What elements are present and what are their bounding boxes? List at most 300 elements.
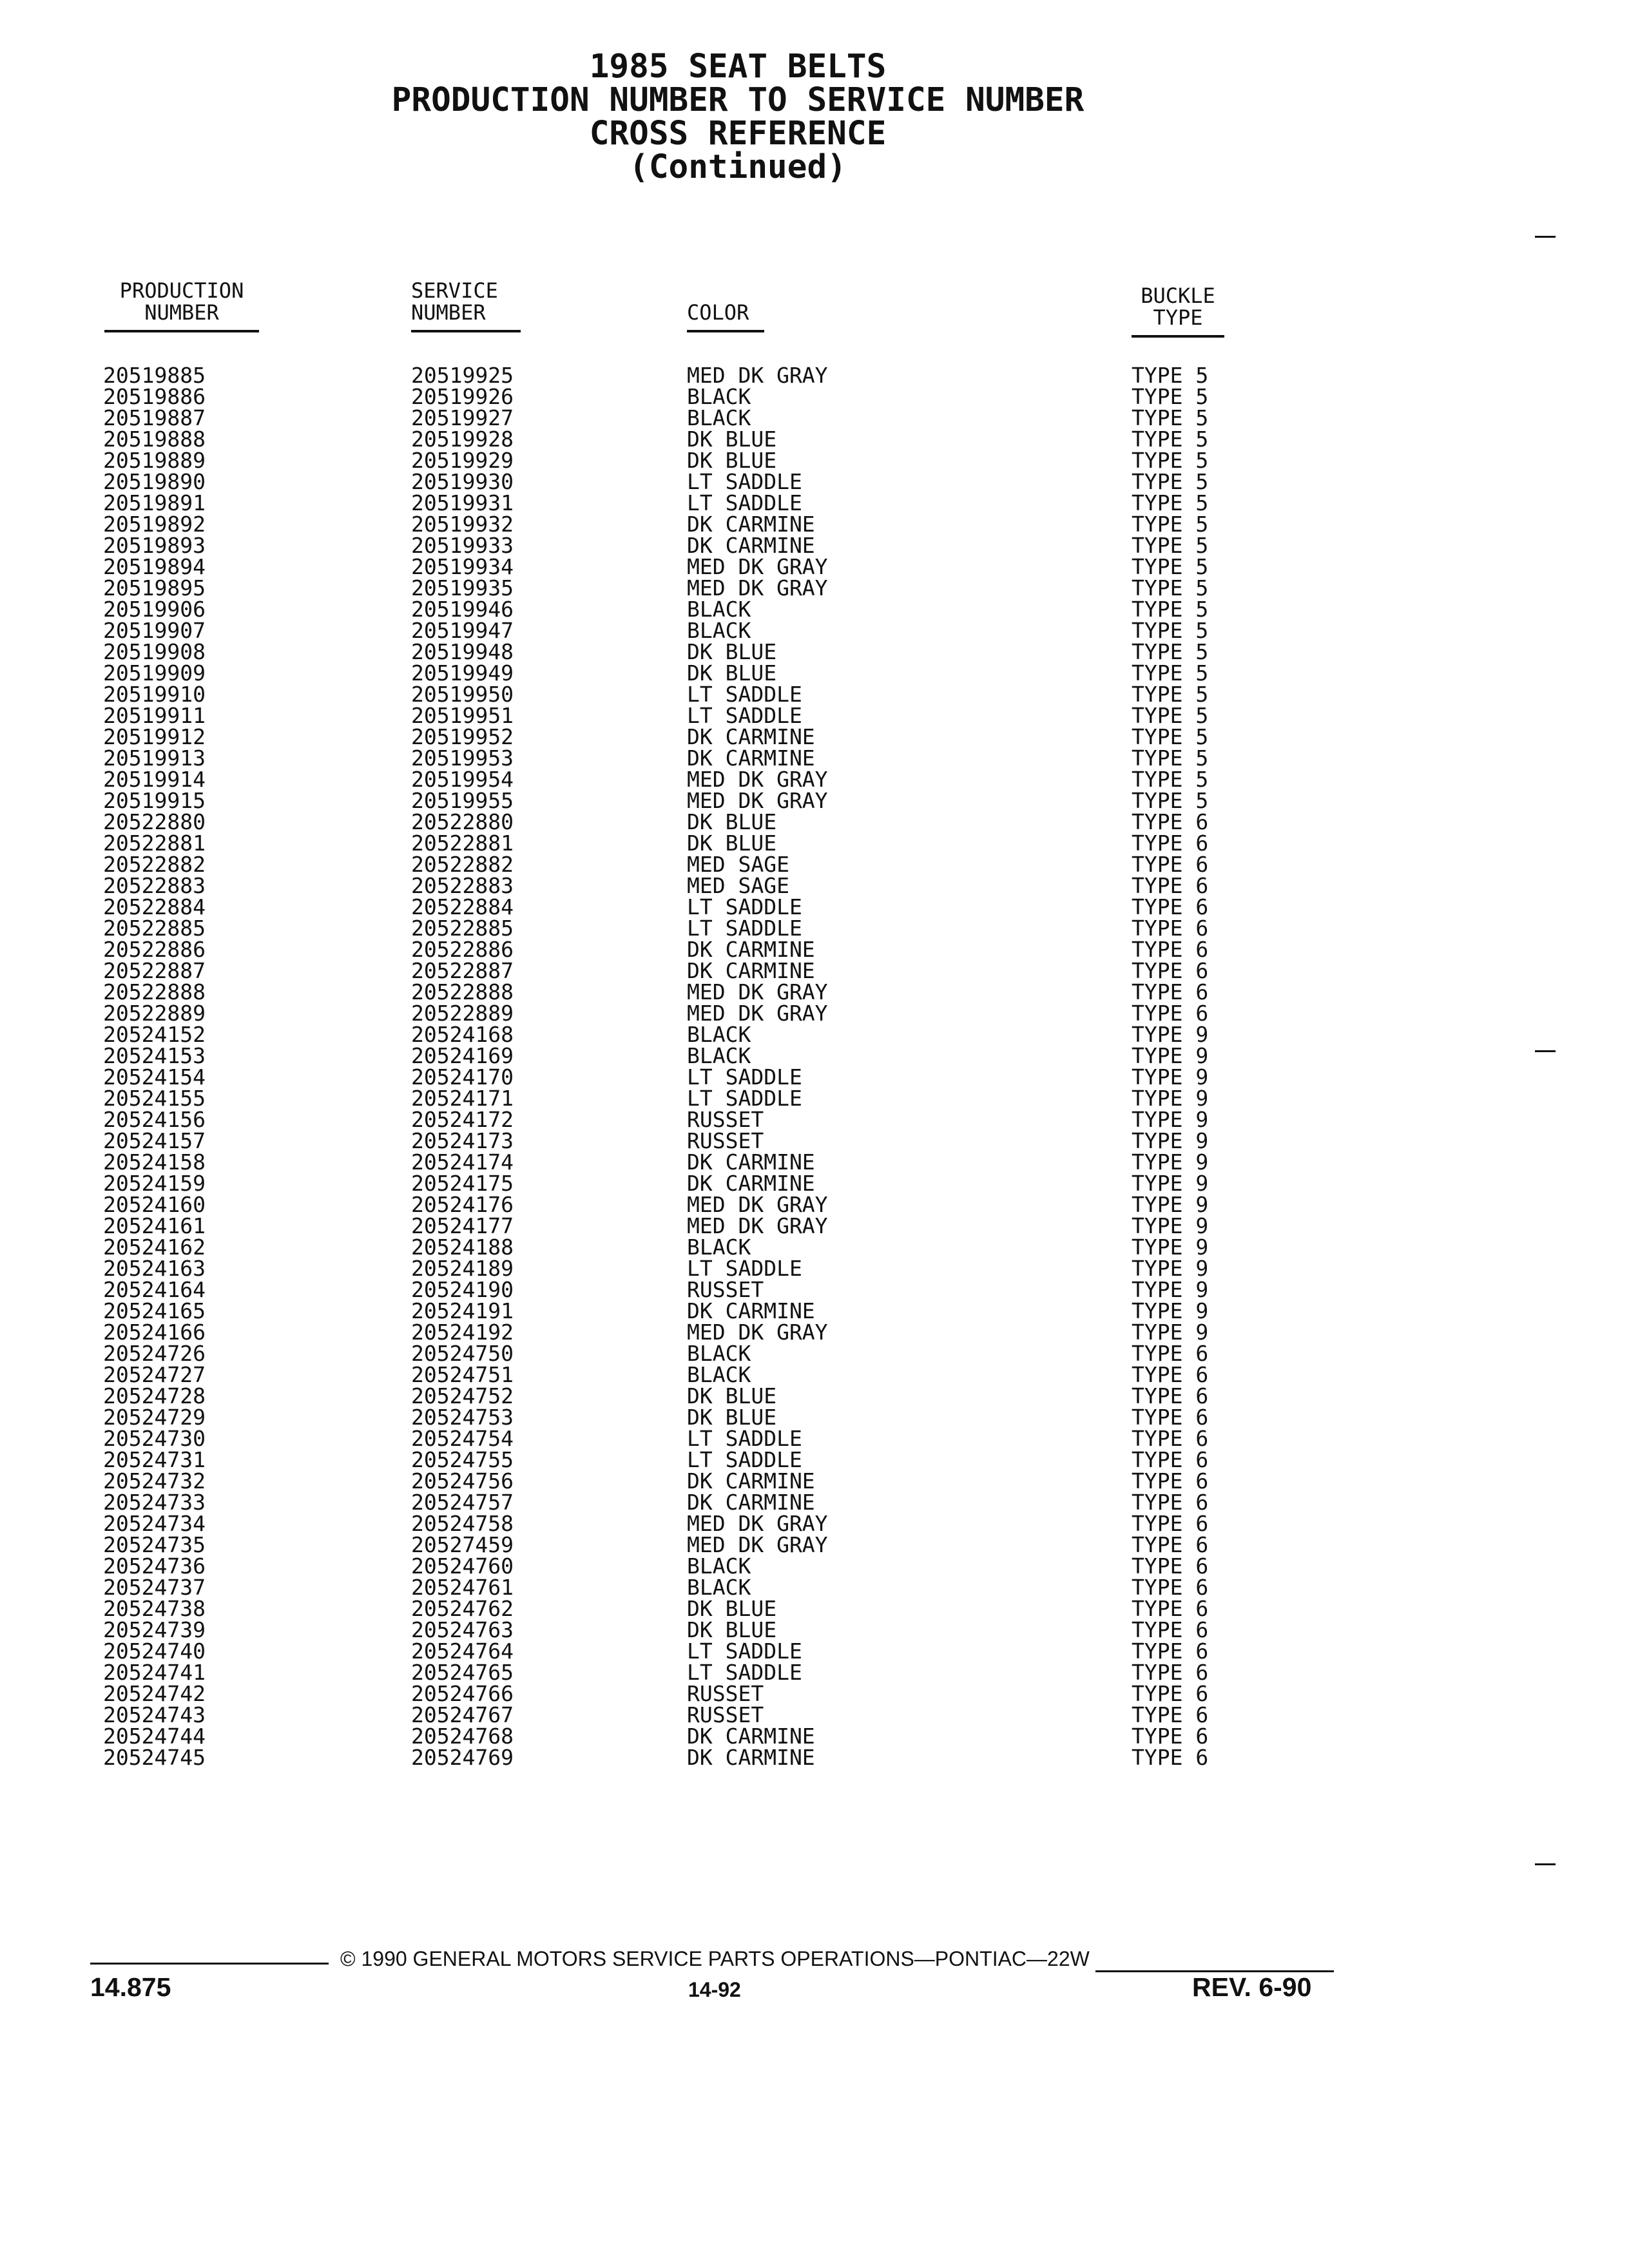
buckle-type-cell: TYPE 5 (1132, 448, 1209, 473)
buckle-type-cell: TYPE 9 (1132, 1320, 1209, 1345)
service-number-cell: 20522886 (411, 937, 514, 962)
buckle-type-cell: TYPE 6 (1132, 1596, 1209, 1621)
buckle-type-cell: TYPE 6 (1132, 894, 1209, 919)
color-cell: DK CARMINE (687, 1724, 815, 1749)
buckle-type-cell: TYPE 5 (1132, 533, 1209, 558)
service-number-cell: 20519949 (411, 660, 514, 686)
service-number-cell: 20524190 (411, 1277, 514, 1302)
color-cell: DK CARMINE (687, 745, 815, 771)
color-cell: LT SADDLE (687, 1064, 802, 1090)
service-number-cell: 20519929 (411, 448, 514, 473)
production-number-cell: 20519892 (103, 512, 206, 537)
table-row (97, 939, 1231, 960)
header-buckle-line1: BUCKLE (1141, 284, 1215, 308)
buckle-type-cell: TYPE 5 (1132, 745, 1209, 771)
production-number-cell: 20524162 (103, 1235, 206, 1260)
table-row (97, 662, 1231, 684)
service-number-cell: 20519927 (411, 405, 514, 430)
buckle-type-cell: TYPE 5 (1132, 660, 1209, 686)
production-number-cell: 20519888 (103, 427, 206, 452)
color-cell: LT SADDLE (687, 682, 802, 707)
table-row (97, 981, 1231, 1003)
color-cell: DK BLUE (687, 1405, 777, 1430)
service-number-cell: 20524169 (411, 1043, 514, 1068)
header-color-label: COLOR (687, 300, 749, 325)
color-cell: DK CARMINE (687, 937, 815, 962)
table-row (97, 1066, 1231, 1088)
buckle-type-cell: TYPE 9 (1132, 1086, 1209, 1111)
table-row (97, 747, 1231, 769)
service-number-cell: 20522880 (411, 809, 514, 834)
buckle-type-cell: TYPE 5 (1132, 575, 1209, 601)
production-number-cell: 20524731 (103, 1447, 206, 1472)
buckle-type-cell: TYPE 6 (1132, 958, 1209, 983)
production-number-cell: 20524729 (103, 1405, 206, 1430)
buckle-type-cell: TYPE 6 (1132, 1447, 1209, 1472)
table-row (97, 1300, 1231, 1321)
buckle-type-cell: TYPE 6 (1132, 1724, 1209, 1749)
table-row (97, 1236, 1231, 1258)
color-cell: BLACK (687, 1362, 751, 1387)
title-line-2: PRODUCTION NUMBER TO SERVICE NUMBER (391, 81, 1084, 119)
production-number-cell: 20519890 (103, 469, 206, 494)
table-row (97, 684, 1231, 705)
buckle-type-cell: TYPE 6 (1132, 1745, 1209, 1770)
color-cell: LT SADDLE (687, 1256, 802, 1281)
service-number-cell: 20519947 (411, 618, 514, 643)
table-row (97, 365, 1231, 386)
color-cell: DK CARMINE (687, 1490, 815, 1515)
buckle-type-cell: TYPE 6 (1132, 1639, 1209, 1664)
production-number-cell: 20524735 (103, 1532, 206, 1557)
color-cell: MED DK GRAY (687, 767, 828, 792)
buckle-type-cell: TYPE 6 (1132, 1001, 1209, 1026)
production-number-cell: 20519912 (103, 724, 206, 749)
table-row (97, 1428, 1231, 1449)
production-number-cell: 20524738 (103, 1596, 206, 1621)
table-row (97, 1662, 1231, 1683)
production-number-cell: 20519885 (103, 363, 206, 388)
buckle-type-cell: TYPE 5 (1132, 469, 1209, 494)
color-cell: RUSSET (687, 1277, 764, 1302)
service-number-cell: 20522887 (411, 958, 514, 983)
color-cell: DK BLUE (687, 1383, 777, 1408)
table-row (97, 1385, 1231, 1407)
service-number-cell: 20524177 (411, 1213, 514, 1238)
header-production-number (104, 280, 259, 332)
service-number-cell: 20524757 (411, 1490, 514, 1515)
service-number-cell: 20519933 (411, 533, 514, 558)
buckle-type-cell: TYPE 5 (1132, 682, 1209, 707)
buckle-type-cell: TYPE 5 (1132, 703, 1209, 728)
production-number-cell: 20519910 (103, 682, 206, 707)
buckle-type-cell: TYPE 5 (1132, 618, 1209, 643)
production-number-cell: 20524745 (103, 1745, 206, 1770)
service-number-cell: 20522881 (411, 831, 514, 856)
footer-section-number: 14.875 (90, 1972, 171, 2002)
production-number-cell: 20524155 (103, 1086, 206, 1111)
table-row (97, 1173, 1231, 1194)
service-number-cell: 20519928 (411, 427, 514, 452)
production-number-cell: 20519906 (103, 597, 206, 622)
service-number-cell: 20524763 (411, 1617, 514, 1642)
service-number-cell: 20524192 (411, 1320, 514, 1345)
buckle-type-cell: TYPE 5 (1132, 597, 1209, 622)
color-cell: DK BLUE (687, 1596, 777, 1621)
table-row (97, 1513, 1231, 1534)
production-number-cell: 20524156 (103, 1107, 206, 1132)
table-row (97, 1215, 1231, 1236)
title-line-3: CROSS REFERENCE (589, 115, 887, 153)
service-number-cell: 20519925 (411, 363, 514, 388)
table-row (97, 1151, 1231, 1173)
table-row (97, 1258, 1231, 1279)
table-row (97, 599, 1231, 620)
color-cell: MED DK GRAY (687, 363, 828, 388)
buckle-type-cell: TYPE 5 (1132, 427, 1209, 452)
buckle-type-cell: TYPE 6 (1132, 852, 1209, 877)
table-row (97, 1555, 1231, 1577)
production-number-cell: 20524736 (103, 1553, 206, 1579)
service-number-cell: 20524768 (411, 1724, 514, 1749)
service-number-cell: 20524172 (411, 1107, 514, 1132)
color-cell: DK CARMINE (687, 512, 815, 537)
service-number-cell: 20524761 (411, 1575, 514, 1600)
service-number-cell: 20524170 (411, 1064, 514, 1090)
color-cell: DK BLUE (687, 1617, 777, 1642)
table-row (97, 1577, 1231, 1598)
color-cell: LT SADDLE (687, 916, 802, 941)
production-number-cell: 20524739 (103, 1617, 206, 1642)
service-number-cell: 20524756 (411, 1468, 514, 1494)
color-cell: MED DK GRAY (687, 554, 828, 579)
service-number-cell: 20524751 (411, 1362, 514, 1387)
margin-mark (1535, 1863, 1556, 1865)
production-number-cell: 20524740 (103, 1639, 206, 1664)
table-row (97, 769, 1231, 790)
production-number-cell: 20519891 (103, 490, 206, 515)
production-number-cell: 20522880 (103, 809, 206, 834)
color-cell: DK BLUE (687, 639, 777, 664)
service-number-cell: 20522889 (411, 1001, 514, 1026)
color-cell: BLACK (687, 1553, 751, 1579)
production-number-cell: 20524166 (103, 1320, 206, 1345)
service-number-cell: 20524189 (411, 1256, 514, 1281)
table-row (97, 1492, 1231, 1513)
production-number-cell: 20522885 (103, 916, 206, 941)
color-cell: DK BLUE (687, 427, 777, 452)
buckle-type-cell: TYPE 9 (1132, 1213, 1209, 1238)
production-number-cell: 20524157 (103, 1128, 206, 1153)
color-cell: LT SADDLE (687, 703, 802, 728)
table-row (97, 641, 1231, 662)
color-cell: MED DK GRAY (687, 1532, 828, 1557)
buckle-type-cell: TYPE 6 (1132, 937, 1209, 962)
production-number-cell: 20519886 (103, 384, 206, 409)
footer-copyright: © 1990 GENERAL MOTORS SERVICE PARTS OPERATIONS—PONTIAC—22W (340, 1947, 1090, 1970)
title-line-4: (Continued) (629, 148, 847, 186)
color-cell: DK CARMINE (687, 1149, 815, 1175)
buckle-type-cell: TYPE 9 (1132, 1022, 1209, 1047)
production-number-cell: 20524164 (103, 1277, 206, 1302)
buckle-type-cell: TYPE 5 (1132, 639, 1209, 664)
header-color (687, 302, 764, 332)
production-number-cell: 20519911 (103, 703, 206, 728)
table-row (97, 1130, 1231, 1151)
header-service-line2: NUMBER (411, 300, 486, 325)
service-number-cell: 20524171 (411, 1086, 514, 1111)
header-buckle-line2: TYPE (1153, 305, 1203, 330)
color-cell: DK BLUE (687, 831, 777, 856)
table-row (97, 1407, 1231, 1428)
color-cell: MED DK GRAY (687, 1511, 828, 1536)
buckle-type-cell: TYPE 6 (1132, 1702, 1209, 1727)
header-underline (411, 330, 521, 332)
buckle-type-cell: TYPE 9 (1132, 1107, 1209, 1132)
color-cell: MED DK GRAY (687, 1192, 828, 1217)
service-number-cell: 20524168 (411, 1022, 514, 1047)
color-cell: LT SADDLE (687, 469, 802, 494)
table-row (97, 620, 1231, 641)
table-row (97, 832, 1231, 854)
production-number-cell: 20524161 (103, 1213, 206, 1238)
header-production-line2: NUMBER (144, 300, 219, 325)
production-number-cell: 20519913 (103, 745, 206, 771)
color-cell: BLACK (687, 1043, 751, 1068)
table-row (97, 1045, 1231, 1066)
buckle-type-cell: TYPE 5 (1132, 363, 1209, 388)
color-cell: DK BLUE (687, 448, 777, 473)
table-row (97, 1619, 1231, 1640)
table-row (97, 1364, 1231, 1385)
service-number-cell: 20524767 (411, 1702, 514, 1727)
production-number-cell: 20524734 (103, 1511, 206, 1536)
service-number-cell: 20524754 (411, 1426, 514, 1451)
production-number-cell: 20524742 (103, 1681, 206, 1706)
production-number-cell: 20524160 (103, 1192, 206, 1217)
table-row (97, 1088, 1231, 1109)
footer-rule-left (90, 1963, 329, 1965)
color-cell: LT SADDLE (687, 894, 802, 919)
color-cell: MED DK GRAY (687, 788, 828, 813)
table-row (97, 854, 1231, 875)
production-number-cell: 20522883 (103, 873, 206, 898)
header-service-number (411, 280, 521, 332)
production-number-cell: 20524732 (103, 1468, 206, 1494)
production-number-cell: 20519914 (103, 767, 206, 792)
service-number-cell: 20519948 (411, 639, 514, 664)
production-number-cell: 20519908 (103, 639, 206, 664)
color-cell: RUSSET (687, 1128, 764, 1153)
color-cell: DK BLUE (687, 809, 777, 834)
color-cell: MED DK GRAY (687, 1213, 828, 1238)
buckle-type-cell: TYPE 6 (1132, 1553, 1209, 1579)
service-number-cell: 20519946 (411, 597, 514, 622)
production-number-cell: 20524159 (103, 1171, 206, 1196)
table-row (97, 1449, 1231, 1470)
buckle-type-cell: TYPE 6 (1132, 1660, 1209, 1685)
service-number-cell: 20519926 (411, 384, 514, 409)
color-cell: BLACK (687, 618, 751, 643)
service-number-cell: 20524760 (411, 1553, 514, 1579)
buckle-type-cell: TYPE 9 (1132, 1192, 1209, 1217)
color-cell: DK CARMINE (687, 533, 815, 558)
color-cell: LT SADDLE (687, 1086, 802, 1111)
color-cell: LT SADDLE (687, 1447, 802, 1472)
buckle-type-cell: TYPE 6 (1132, 1532, 1209, 1557)
color-cell: MED DK GRAY (687, 1320, 828, 1345)
table-row (97, 1725, 1231, 1747)
service-number-cell: 20519955 (411, 788, 514, 813)
table-row (97, 1704, 1231, 1725)
service-number-cell: 20519932 (411, 512, 514, 537)
buckle-type-cell: TYPE 9 (1132, 1256, 1209, 1281)
service-number-cell: 20519951 (411, 703, 514, 728)
service-number-cell: 20522888 (411, 979, 514, 1004)
table-row (97, 514, 1231, 535)
production-number-cell: 20524733 (103, 1490, 206, 1515)
color-cell: BLACK (687, 597, 751, 622)
service-number-cell: 20519952 (411, 724, 514, 749)
buckle-type-cell: TYPE 6 (1132, 873, 1209, 898)
production-number-cell: 20519893 (103, 533, 206, 558)
service-number-cell: 20519930 (411, 469, 514, 494)
color-cell: LT SADDLE (687, 490, 802, 515)
buckle-type-cell: TYPE 5 (1132, 724, 1209, 749)
buckle-type-cell: TYPE 9 (1132, 1064, 1209, 1090)
service-number-cell: 20524174 (411, 1149, 514, 1175)
table-row (97, 1640, 1231, 1662)
color-cell: DK CARMINE (687, 1745, 815, 1770)
buckle-type-cell: TYPE 9 (1132, 1043, 1209, 1068)
color-cell: LT SADDLE (687, 1426, 802, 1451)
service-number-cell: 20527459 (411, 1532, 514, 1557)
table-row (97, 1747, 1231, 1768)
color-cell: RUSSET (687, 1107, 764, 1132)
table-row (97, 1003, 1231, 1024)
production-number-cell: 20524158 (103, 1149, 206, 1175)
buckle-type-cell: TYPE 6 (1132, 809, 1209, 834)
buckle-type-cell: TYPE 5 (1132, 767, 1209, 792)
color-cell: MED DK GRAY (687, 979, 828, 1004)
service-number-cell: 20519935 (411, 575, 514, 601)
buckle-type-cell: TYPE 6 (1132, 831, 1209, 856)
buckle-type-cell: TYPE 6 (1132, 1681, 1209, 1706)
production-number-cell: 20519909 (103, 660, 206, 686)
buckle-type-cell: TYPE 9 (1132, 1171, 1209, 1196)
table-row (97, 1534, 1231, 1555)
production-number-cell: 20524726 (103, 1341, 206, 1366)
production-number-cell: 20522888 (103, 979, 206, 1004)
production-number-cell: 20522882 (103, 852, 206, 877)
buckle-type-cell: TYPE 6 (1132, 1405, 1209, 1430)
buckle-type-cell: TYPE 6 (1132, 1362, 1209, 1387)
color-cell: BLACK (687, 1575, 751, 1600)
color-cell: MED SAGE (687, 873, 789, 898)
service-number-cell: 20522882 (411, 852, 514, 877)
color-cell: DK BLUE (687, 660, 777, 686)
table-row (97, 918, 1231, 939)
color-cell: BLACK (687, 405, 751, 430)
production-number-cell: 20524730 (103, 1426, 206, 1451)
buckle-type-cell: TYPE 6 (1132, 1617, 1209, 1642)
color-cell: BLACK (687, 1341, 751, 1366)
table-row (97, 811, 1231, 832)
margin-mark (1535, 236, 1556, 238)
table-row (97, 1194, 1231, 1215)
table-row (97, 1683, 1231, 1704)
service-number-cell: 20524766 (411, 1681, 514, 1706)
service-number-cell: 20524176 (411, 1192, 514, 1217)
production-number-cell: 20519907 (103, 618, 206, 643)
production-number-cell: 20524728 (103, 1383, 206, 1408)
color-cell: BLACK (687, 384, 751, 409)
header-production-line1: PRODUCTION (119, 278, 244, 303)
footer-page-number: 14-92 (688, 1978, 741, 2001)
color-cell: DK CARMINE (687, 1298, 815, 1323)
table-row (97, 1343, 1231, 1364)
buckle-type-cell: TYPE 5 (1132, 405, 1209, 430)
table-row (97, 875, 1231, 896)
buckle-type-cell: TYPE 6 (1132, 1575, 1209, 1600)
color-cell: BLACK (687, 1235, 751, 1260)
header-underline (1132, 335, 1224, 338)
service-number-cell: 20524762 (411, 1596, 514, 1621)
service-number-cell: 20524764 (411, 1639, 514, 1664)
color-cell: MED SAGE (687, 852, 789, 877)
table-row (97, 960, 1231, 981)
table-row (97, 1321, 1231, 1343)
color-cell: MED DK GRAY (687, 575, 828, 601)
table-row (97, 407, 1231, 428)
table-row (97, 577, 1231, 599)
service-number-cell: 20524753 (411, 1405, 514, 1430)
production-number-cell: 20524744 (103, 1724, 206, 1749)
cross-reference-table (97, 365, 1231, 1768)
service-number-cell: 20522884 (411, 894, 514, 919)
color-cell: DK CARMINE (687, 1171, 815, 1196)
color-cell: RUSSET (687, 1681, 764, 1706)
table-row (97, 726, 1231, 747)
table-row (97, 705, 1231, 726)
production-number-cell: 20524154 (103, 1064, 206, 1090)
color-cell: BLACK (687, 1022, 751, 1047)
buckle-type-cell: TYPE 9 (1132, 1298, 1209, 1323)
service-number-cell: 20522883 (411, 873, 514, 898)
production-number-cell: 20519887 (103, 405, 206, 430)
production-number-cell: 20524152 (103, 1022, 206, 1047)
table-row (97, 386, 1231, 407)
color-cell: DK CARMINE (687, 724, 815, 749)
service-number-cell: 20524191 (411, 1298, 514, 1323)
table-row (97, 790, 1231, 811)
table-row (97, 896, 1231, 918)
buckle-type-cell: TYPE 9 (1132, 1128, 1209, 1153)
service-number-cell: 20524765 (411, 1660, 514, 1685)
color-cell: LT SADDLE (687, 1639, 802, 1664)
service-number-cell: 20524750 (411, 1341, 514, 1366)
production-number-cell: 20522886 (103, 937, 206, 962)
service-number-cell: 20519934 (411, 554, 514, 579)
buckle-type-cell: TYPE 6 (1132, 916, 1209, 941)
table-row (97, 428, 1231, 450)
table-row (97, 492, 1231, 514)
service-number-cell: 20522885 (411, 916, 514, 941)
buckle-type-cell: TYPE 9 (1132, 1277, 1209, 1302)
buckle-type-cell: TYPE 5 (1132, 788, 1209, 813)
buckle-type-cell: TYPE 5 (1132, 384, 1209, 409)
table-row (97, 1279, 1231, 1300)
